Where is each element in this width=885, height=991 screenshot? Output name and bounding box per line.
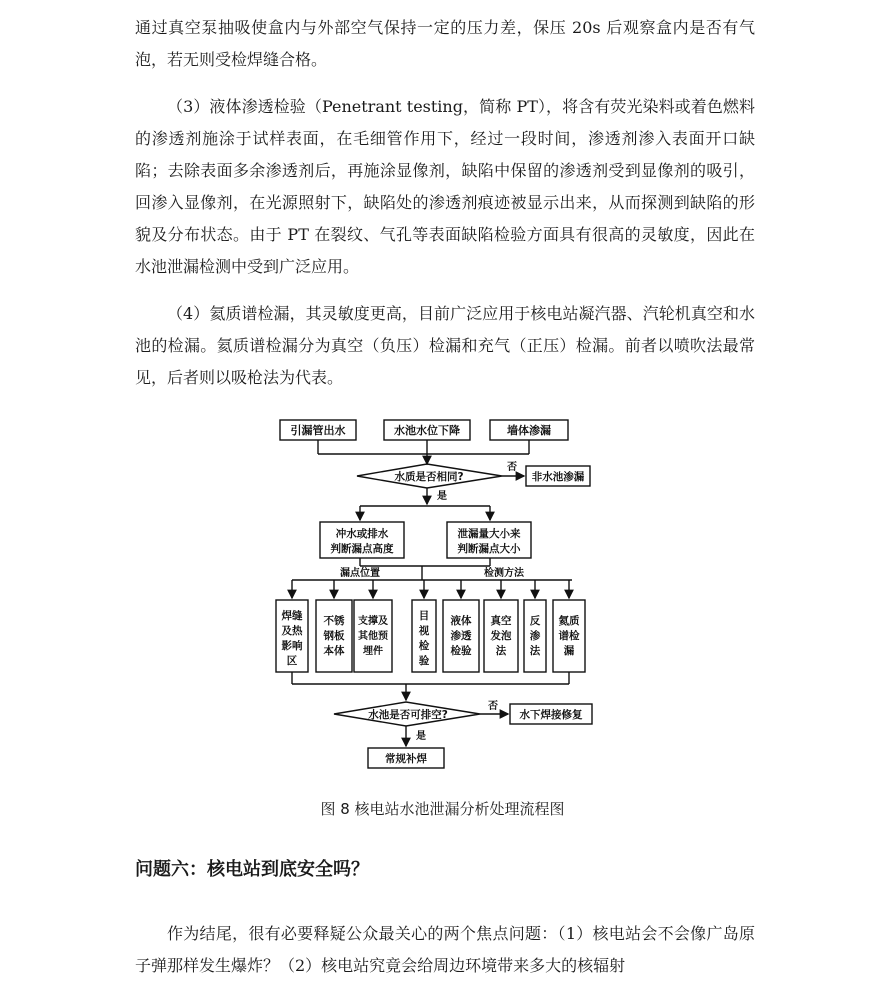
box-leak-rate-line2: 判断漏点大小: [457, 543, 521, 555]
box-pool-level: 水池水位下降: [394, 424, 460, 437]
method-vacuum-l3: 法: [495, 645, 507, 657]
location-steel-l1: 不锈: [323, 615, 345, 627]
method-helium-l3: 漏: [563, 645, 575, 657]
method-penetrant-l3: 检验: [450, 645, 472, 657]
method-reverse-l2: 渗: [529, 630, 541, 642]
label-yes-1: 是: [437, 491, 447, 502]
section-heading: 问题六：核电站到底安全吗？: [135, 859, 369, 880]
method-helium-l2: 谱检: [558, 630, 580, 642]
method-penetrant-l2: 渗透: [450, 630, 472, 642]
method-helium-l1: 氦质: [558, 615, 580, 627]
box-wall-seepage: 墙体渗漏: [507, 424, 551, 437]
location-weld-l1: 焊缝: [281, 610, 303, 622]
method-reverse-l3: 法: [529, 645, 541, 657]
label-yes-2: 是: [416, 731, 426, 742]
figure-caption: 图 8 核电站水池泄漏分析处理流程图: [320, 800, 565, 818]
location-steel-l3: 本体: [323, 645, 345, 657]
group-detection-method: 检测方法: [484, 568, 524, 579]
box-flush-line1: 冲水或排水: [335, 528, 389, 540]
location-support-l2: 其他预: [358, 631, 388, 642]
method-visual-l1: 目: [418, 610, 430, 622]
label-no-1: 否: [507, 462, 517, 473]
paragraph-vacuum-box: 通过真空泵抽吸使盒内与外部空气保持一定的压力差，保压 20s 后观察盒内是否有气泡，若无则受检焊缝合格。: [135, 18, 755, 69]
group-leak-location: 漏点位置: [340, 568, 380, 579]
leak-analysis-flowchart: [272, 408, 602, 780]
method-visual-l4: 验: [418, 655, 430, 667]
location-weld-l2: 及热: [281, 625, 303, 637]
box-underwater-repair: 水下焊接修复: [519, 709, 583, 721]
box-regular-weld: 常规补焊: [385, 753, 427, 765]
method-vacuum-l2: 发泡: [490, 630, 512, 642]
location-weld-l4: 区: [286, 655, 298, 667]
method-reverse-l1: 反: [529, 615, 541, 627]
paragraph-helium-leak: （4）氦质谱检漏，其灵敏度更高，目前广泛应用于核电站凝汽器、汽轮机真空和水池的检漏。氦质谱检漏分为真空（负压）检漏和充气（正压）检漏。前者以喷吹法最常见，后者则以吸枪法为代表。: [135, 304, 755, 387]
box-flush-line2: 判断漏点高度: [330, 543, 394, 555]
decision-water-quality: 水质是否相同?: [394, 471, 464, 483]
paragraph-penetrant-testing: （3）液体渗透检验（Penetrant testing，简称 PT），将含有荧光染料或着色燃料的渗透剂施涂于试样表面，在毛细管作用下，经过一段时间，渗透剂渗入表面开口缺陷；去除表面多余渗透剂后，再施涂显像剂，缺陷中保留的渗透剂受到显像剂的吸引，回渗入显像剂，在光源照射下，缺陷处的渗透剂痕迹被显示出来，从而探测到缺陷的形貌及分布状态。由于 PT 在裂纹、气孔等表面缺陷检验方面具有很高的灵敏度，因此在水池泄漏检测中受到广泛应用。: [135, 97, 755, 276]
method-vacuum-l1: 真空: [490, 615, 512, 627]
location-steel-l2: 钢板: [323, 630, 345, 642]
location-support-l3: 埋件: [363, 646, 383, 657]
location-support-l1: 支撑及: [358, 616, 388, 627]
method-visual-l2: 视: [418, 625, 430, 637]
method-visual-l3: 检: [418, 640, 430, 652]
box-non-pool-leak: 非水池渗漏: [531, 471, 585, 483]
location-weld-l3: 影响: [281, 640, 303, 652]
box-leak-rate-line1: 泄漏量大小来: [457, 528, 521, 540]
method-penetrant-l1: 液体: [450, 615, 472, 627]
decision-pool-drain: 水池是否可排空?: [368, 709, 448, 721]
box-drain-pipe: 引漏管出水: [290, 424, 346, 437]
label-no-2: 否: [488, 701, 498, 712]
paragraph-conclusion: 作为结尾，很有必要释疑公众最关心的两个焦点问题：（1）核电站会不会像广岛原子弹那样发生爆炸？（2）核电站究竟会给周边环境带来多大的核辐射: [135, 924, 755, 975]
